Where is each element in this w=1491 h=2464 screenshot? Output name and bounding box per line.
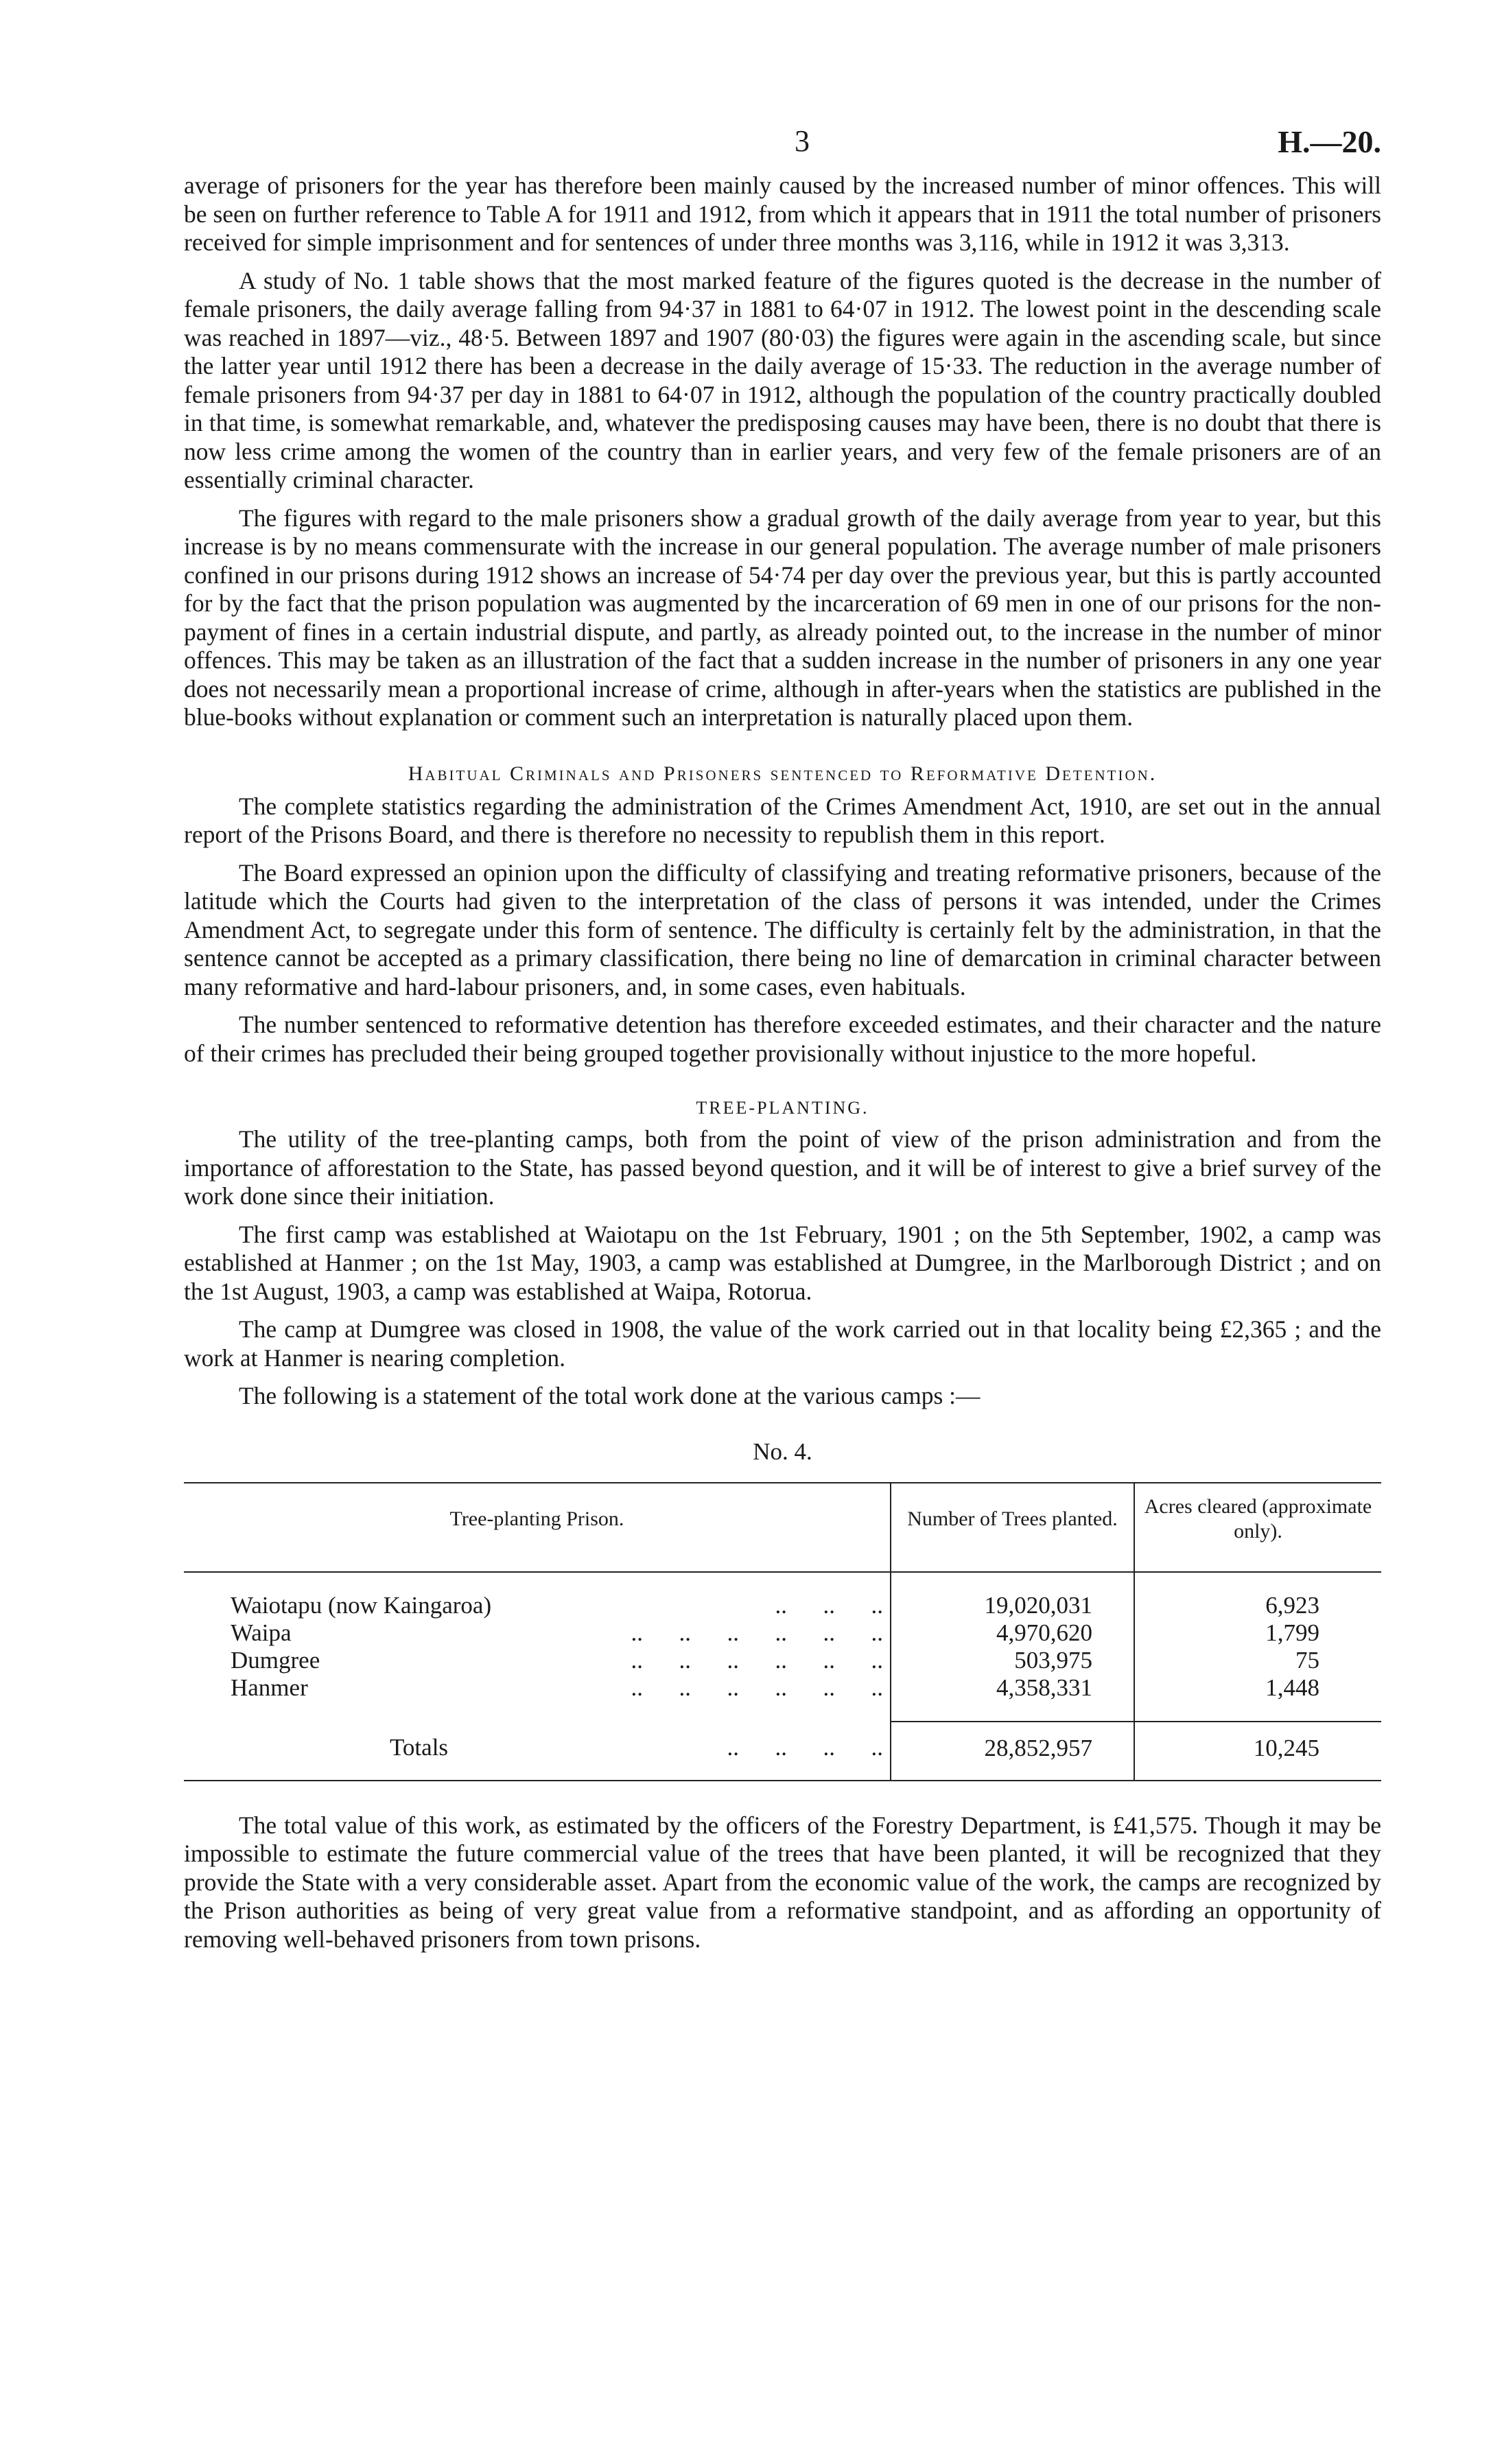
page-header — [184, 124, 1381, 172]
leader-dots: .. .. .. — [775, 1591, 883, 1619]
total-trees-planted: 28,852,957 — [891, 1722, 1134, 1781]
acres-cleared-value: 6,923 — [1134, 1572, 1381, 1619]
paragraph-statistics: The complete statistics regarding the administration of the Crimes Amendment Act, 1910, are set out in the annual report of the Prisons Board, and there is therefore no necessity to republish them in this report. — [184, 792, 1381, 848]
trees-planted-value: 19,020,031 — [891, 1572, 1134, 1619]
column-header-prison: Tree-planting Prison. — [184, 1483, 891, 1572]
tree-planting-table — [184, 1482, 1381, 1781]
table-header-row — [184, 1483, 1381, 1572]
totals-label: Totals — [390, 1734, 449, 1761]
section-heading-tree-planting: TREE-PLANTING. — [696, 1098, 869, 1118]
table-row — [184, 1572, 1381, 1619]
leader-dots: .. .. .. .. .. .. — [631, 1646, 883, 1674]
leader-dots: .. .. .. .. — [727, 1734, 883, 1761]
document-reference: H.—20. — [1278, 124, 1381, 159]
paragraph-total-value: The total value of this work, as estimated by the officers of the Forestry Department, is £41,575. Though it may be impossible to estimate the future commercial value of the trees that have been planted, it will be recognized that they provide the State with a very considerable asset. Apart from the economic value of the work, the camps are recognized by the Prison authorities as being of very great value from a reformative standpoint, and as affording an opportunity of removing well-behaved prisoners from town prisons. — [184, 1811, 1381, 1953]
column-header-trees: Number of Trees planted. — [891, 1483, 1134, 1572]
trees-planted-value: 4,358,331 — [891, 1674, 1134, 1722]
column-header-acres: Acres cleared (approximate only). — [1134, 1483, 1381, 1572]
leader-dots: .. .. .. .. .. .. — [631, 1619, 883, 1646]
trees-planted-value: 503,975 — [891, 1647, 1134, 1674]
row-cell-prison — [184, 1619, 891, 1647]
table-row — [184, 1647, 1381, 1674]
total-acres-cleared: 10,245 — [1134, 1722, 1381, 1781]
spacer — [184, 1781, 1381, 1811]
acres-cleared-value: 75 — [1134, 1647, 1381, 1674]
document-page — [184, 124, 1381, 1963]
paragraph-reformative-number: The number sentenced to reformative detention has therefore exceeded estimates, and their character and the nature of their crimes has precluded their being grouped together provisionally without injustice to the more hopeful. — [184, 1011, 1381, 1067]
row-cell-prison — [184, 1572, 891, 1619]
paragraph-dumgree-closed: The camp at Dumgree was closed in 1908, the value of the work carried out in that locality being £2,365 ; and the work at Hanmer is nearing completion. — [184, 1315, 1381, 1372]
table-row — [184, 1619, 1381, 1647]
paragraph-male-prisoners: The figures with regard to the male prisoners show a gradual growth of the daily average from year to year, but this increase is by no means commensurate with the increase in our general population. The average number of male prisoners confined in our prisons during 1912 shows an increase of 54·74 per day over the previous year, but this is partly accounted for by the fact that the prison population was augmented by the incarceration of 69 men in one of our prisons for the non-payment of fines in a certain industrial dispute, and partly, as already pointed out, to the increase in the number of minor offences. This may be taken as an illustration of the fact that a sudden increase in the number of prisoners in any one year does not necessarily mean a proportional increase of crime, although in after-years when the statistics are published in the blue-books without explanation or comment such an interpretation is naturally placed upon them. — [184, 504, 1381, 731]
prison-name: Waipa — [231, 1619, 292, 1646]
totals-label-cell — [184, 1722, 891, 1781]
paragraph-camps-established: The first camp was established at Waiotapu on the 1st February, 1901 ; on the 5th September, 1902, a camp was established at Hanmer ; on the 1st May, 1903, a camp was established at Dumgree, in the Marlborough District ; and on the 1st August, 1903, a camp was established at Waipa, Rotorua. — [184, 1220, 1381, 1305]
table-label: No. 4. — [753, 1438, 812, 1465]
table-row — [184, 1674, 1381, 1722]
section-heading-habitual-criminals: Habitual Criminals and Prisoners sentenced to Reformative Detention. — [408, 762, 1158, 785]
prison-name: Hanmer — [231, 1674, 308, 1701]
acres-cleared-value: 1,448 — [1134, 1674, 1381, 1722]
row-cell-prison — [184, 1674, 891, 1722]
page-number: 3 — [795, 124, 810, 158]
paragraph-statement-intro: The following is a statement of the total work done at the various camps :— — [239, 1382, 981, 1409]
prison-name: Dumgree — [231, 1646, 320, 1674]
paragraph-continued: average of prisoners for the year has therefore been mainly caused by the increased number of minor offences. This will be seen on further reference to Table A for 1911 and 1912, from which it appears that in 1911 the total number of prisoners received for simple imprisonment and for sentences of under three months was 3,116, while in 1912 it was 3,313. — [184, 172, 1381, 256]
trees-planted-value: 4,970,620 — [891, 1619, 1134, 1647]
leader-dots: .. .. .. .. .. .. — [631, 1674, 883, 1701]
paragraph-board-opinion: The Board expressed an opinion upon the difficulty of classifying and treating reformative prisoners, because of the latitude which the Courts had given to the interpretation of the class of persons it was intended, under the Crimes Amendment Act, to segregate under this form of sentence. The difficulty is certainly felt by the administration, in that the sentence cannot be accepted as a primary classification, there being no line of demarcation in criminal character between many reformative and hard-labour prisoners, and, in some cases, even habituals. — [184, 858, 1381, 1000]
paragraph-female-prisoners: A study of No. 1 table shows that the most marked feature of the figures quoted is the decrease in the number of female prisoners, the daily average falling from 94·37 in 1881 to 64·07 in 1912. The lowest point in the descending scale was reached in 1897—viz., 48·5. Between 1897 and 1907 (80·03) the figures were again in the ascending scale, but since the latter year until 1912 there has been a decrease in the daily average of 15·33. The reduction in the average number of female prisoners from 94·37 per day in 1881 to 64·07 in 1912, although the population of the country practically doubled in that time, is somewhat remarkable, and, whatever the predisposing causes may have been, there is no doubt that there is now less crime among the women of the country than in earlier years, and very few of the female prisoners are of an essentially criminal character. — [184, 266, 1381, 493]
prison-name: Waiotapu (now Kaingaroa) — [231, 1591, 492, 1619]
paragraph-tree-utility: The utility of the tree-planting camps, both from the point of view of the prison administration and from the importance of afforestation to the State, has passed beyond question, and it will be of interest to give a brief survey of the work done since their initiation. — [184, 1125, 1381, 1210]
acres-cleared-value: 1,799 — [1134, 1619, 1381, 1647]
row-cell-prison — [184, 1647, 891, 1674]
table-totals-row — [184, 1722, 1381, 1781]
